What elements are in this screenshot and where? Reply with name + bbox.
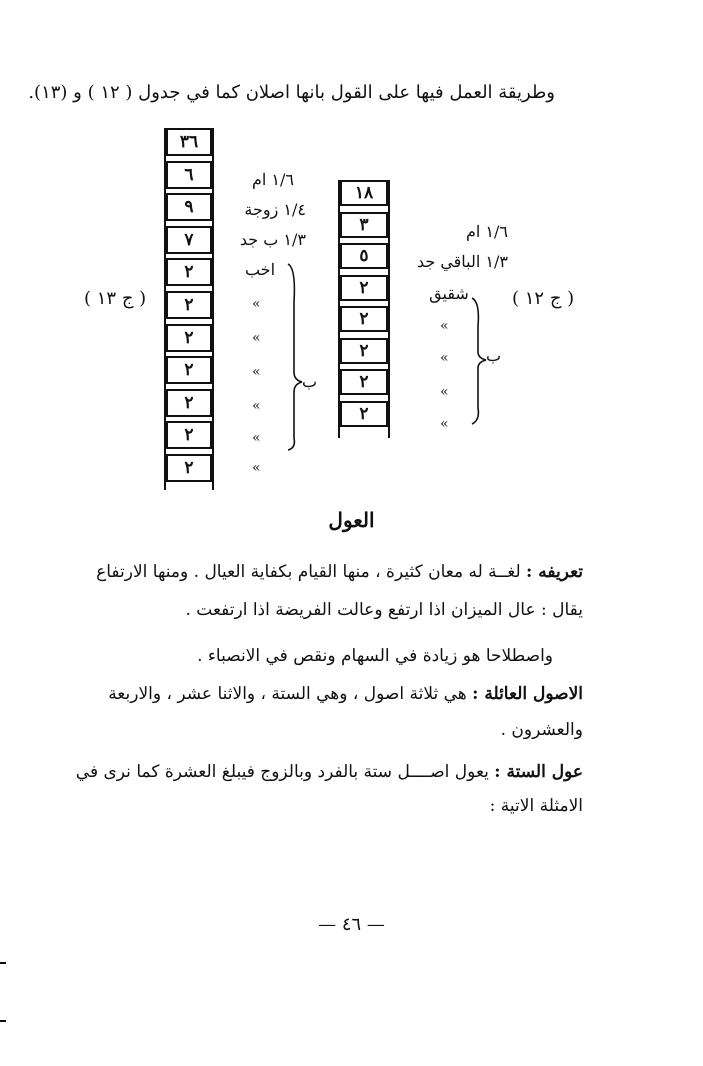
- table12-heir-2: [408, 252, 508, 271]
- table12-ditto-2: «: [440, 350, 449, 366]
- table12-brace-letter: ب: [486, 346, 502, 365]
- six-text-1: يعول اصــــل ستة بالفرد وبالزوج فيبلغ العشرة كما نرى في: [75, 762, 489, 782]
- table13-heir-3: [226, 230, 306, 249]
- table13-heir-1-share: ١/٦: [271, 170, 294, 189]
- table13-heir-3-share: ١/٣: [283, 230, 306, 249]
- table13-heir-1-name: ام: [251, 170, 267, 189]
- table13-cell: ٢: [166, 421, 212, 449]
- table12-heir-1: [428, 222, 508, 241]
- table12-heir-2-name: الباقي جد: [416, 252, 481, 271]
- table13-cell: ٦: [166, 161, 212, 189]
- page-number: — ٤٦ —: [318, 914, 385, 935]
- table13-heir-4: [240, 260, 280, 279]
- table13-heir-2: [226, 200, 306, 219]
- table13-cell: ٢: [166, 389, 212, 417]
- bases-term: الاصول العائلة :: [472, 684, 583, 704]
- definition-line-2: يقال : عال الميزان اذا ارتفع وعالت الفريضة اذا ارتفعت .: [185, 600, 583, 620]
- table13-ditto-4: «: [252, 398, 261, 414]
- table12-heir-1-name: ام: [465, 222, 481, 241]
- table12-heir-1-share: ١/٦: [485, 222, 508, 241]
- bases-text-1: هي ثلاثة اصول ، وهي الستة ، والاثنا عشر ، والاربعة: [108, 684, 467, 704]
- bases-line-1: [108, 684, 583, 704]
- table13-brace: [282, 262, 312, 452]
- six-line-2: الامثلة الاتية :: [489, 796, 583, 816]
- bases-line-2: والعشرون .: [500, 720, 583, 740]
- table13-heir-2-name: زوجة: [244, 200, 279, 219]
- table12-cell: ١٨: [340, 180, 388, 206]
- table12-cell: ٢: [340, 338, 388, 364]
- six-line-1: [76, 762, 583, 782]
- table13-ditto-1: «: [252, 296, 261, 312]
- table12-ditto-3: «: [440, 384, 449, 400]
- table13-cell: ٢: [166, 324, 212, 352]
- definition-line-3: واصطلاحا هو زيادة في السهام ونقص في الانصباء .: [197, 646, 553, 666]
- table13-heir-2-share: ١/٤: [283, 200, 306, 219]
- table13-ditto-6: «: [252, 460, 261, 476]
- table12-cell: ٢: [340, 306, 388, 332]
- table12-label: ( ج ١٢ ): [512, 288, 575, 309]
- intro-line: وطريقة العمل فيها على القول بانها اصلان كما في جدول ( ١٢ ) و (١٣).: [28, 82, 555, 103]
- table13-cell: ٢: [166, 291, 212, 319]
- definition-term: تعريفه :: [526, 562, 583, 582]
- table13-cell: ٧: [166, 226, 212, 254]
- table13-ditto-3: «: [252, 364, 261, 380]
- table13-heir-3-name: ب جد: [239, 230, 279, 249]
- margin-mark: [0, 1020, 6, 1022]
- table12-cell: ٢: [340, 369, 388, 395]
- table13-cell: ٣٦: [166, 128, 212, 156]
- table13: [164, 128, 214, 490]
- table13-ditto-2: «: [252, 330, 261, 346]
- table12: [338, 180, 390, 438]
- table12-cell: ٥: [340, 243, 388, 269]
- table13-heir-1: [226, 170, 294, 189]
- margin-mark: [0, 962, 6, 964]
- table13-cell: ٢: [166, 356, 212, 384]
- table12-cell: ٢: [340, 275, 388, 301]
- table12-cell: ٢: [340, 401, 388, 427]
- section-title: العول: [328, 508, 375, 532]
- table12-heir-2-share: ١/٣: [485, 252, 508, 271]
- table13-cell: ٢: [166, 454, 212, 482]
- table13-label: ( ج ١٣ ): [84, 288, 147, 309]
- table13-cell: ٢: [166, 258, 212, 286]
- table13-cell: ٩: [166, 193, 212, 221]
- table12-ditto-4: «: [440, 416, 449, 432]
- table13-heir-4-name: اخب: [244, 260, 276, 279]
- table12-ditto-1: «: [440, 318, 449, 334]
- table13-ditto-5: «: [252, 430, 261, 446]
- definition-line-1: [96, 562, 583, 582]
- six-term: عول الستة :: [494, 762, 583, 782]
- table13-brace-letter: ب: [302, 372, 318, 391]
- definition-text-1: لغــة له معان كثيرة ، منها القيام بكفاية العيال . ومنها الارتفاع: [96, 562, 521, 582]
- table12-cell: ٣: [340, 212, 388, 238]
- table12-heir-3-name: شقيق: [429, 284, 469, 303]
